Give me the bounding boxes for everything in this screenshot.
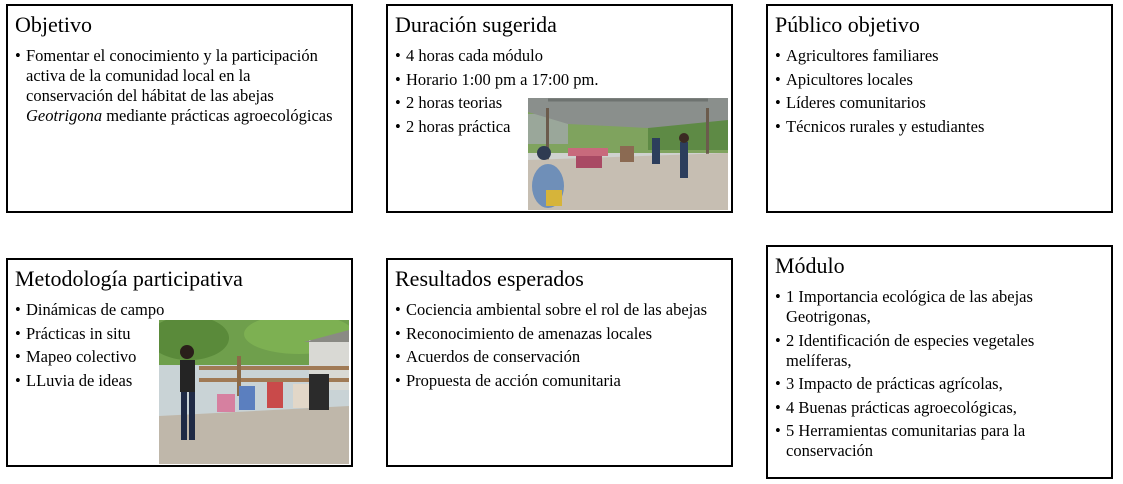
duracion-item: • Horario 1:00 pm a 17:00 pm. [395,70,725,90]
metodologia-field-photo [158,319,350,465]
duracion-item: • 4 horas cada módulo [395,46,725,66]
modulo-item: • 1 Importancia ecológica de las abejas Geotrigonas, [775,287,1085,327]
duracion-workshop-photo [527,97,729,211]
publico-list [775,46,1105,140]
objetivo-text-italic: Geotrigona [26,106,103,125]
objetivo-list [15,46,340,130]
modulo-item: • 3 Impacto de prácticas agrícolas, [775,374,1085,394]
resultados-list [395,300,720,394]
publico-item: • Agricultores familiares [775,46,1105,66]
modulo-list [775,287,1085,465]
metodologia-item: • Mapeo colectivo [15,347,345,367]
card-publico [766,4,1113,213]
publico-title: Público objetivo [775,12,920,37]
publico-item: • Líderes comunitarios [775,93,1105,113]
modulo-title: Módulo [775,253,845,278]
resultados-item: • Propuesta de acción comunitaria [395,371,720,391]
objetivo-title: Objetivo [15,12,92,37]
metodologia-item: • LLuvia de ideas [15,371,345,391]
duracion-item: • 2 horas teorias [395,93,725,113]
duracion-item: • 2 horas práctica [395,117,725,137]
modulo-item: • 5 Herramientas comunitarias para la conservación [775,421,1085,461]
publico-item: • Técnicos rurales y estudiantes [775,117,1105,137]
modulo-item: • 4 Buenas prácticas agroecológicas, [775,398,1085,418]
card-objetivo [6,4,353,213]
metodologia-item: • Dinámicas de campo [15,300,345,320]
duracion-title: Duración sugerida [395,12,557,37]
metodologia-item: • Prácticas in situ [15,324,345,344]
card-metodologia [6,258,353,467]
card-modulo [766,245,1113,479]
resultados-item: • Acuerdos de conservación [395,347,720,367]
objetivo-text-before: Fomentar el conocimiento y la participación activa de la comunidad local en la conservación del hábitat de las abejas [26,46,318,105]
resultados-item: • Reconocimiento de amenazas locales [395,324,720,344]
modulo-item: • 2 Identificación de especies vegetales melíferas, [775,331,1085,371]
resultados-title: Resultados esperados [395,266,584,291]
publico-item: • Apicultores locales [775,70,1105,90]
card-resultados [386,258,733,467]
objetivo-text-after: mediante prácticas agroecológicas [102,106,333,125]
resultados-item: • Cociencia ambiental sobre el rol de las abejas [395,300,720,320]
metodologia-title: Metodología participativa [15,266,243,291]
card-duracion [386,4,733,213]
objetivo-item [15,46,340,126]
